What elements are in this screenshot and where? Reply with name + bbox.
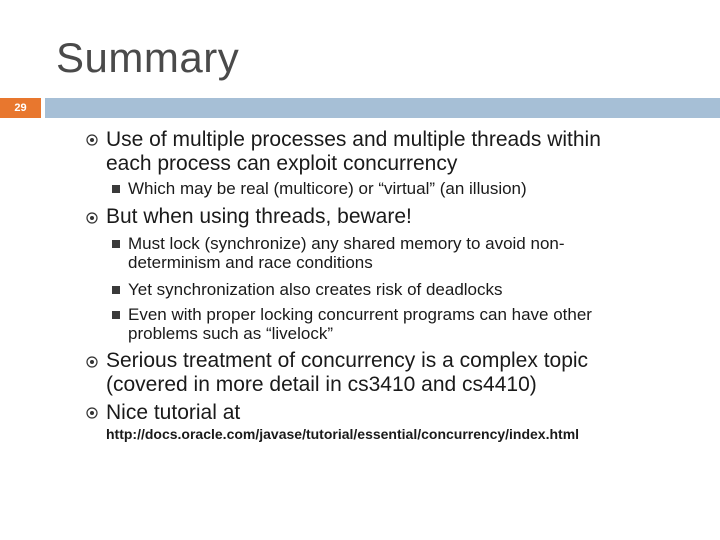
bullet-line: each process can exploit concurrency [106, 152, 458, 175]
square-bullet-icon [112, 240, 120, 248]
slide-title: Summary [56, 34, 240, 81]
sub-bullet-text: Yet synchronization also creates risk of deadlocks [128, 280, 503, 299]
sub-bullet-line: problems such as “livelock” [128, 324, 334, 343]
tutorial-link[interactable]: http://docs.oracle.com/javase/tutorial/essential/concurrency/index.html [106, 426, 580, 442]
sub-bullet-text [128, 234, 708, 272]
bullet-line: Use of multiple processes and multiple threads within [106, 128, 601, 151]
sub-bullet-line: Even with proper locking concurrent programs can have other [128, 305, 592, 324]
circle-bullet-icon [86, 407, 98, 419]
square-bullet-icon [112, 311, 120, 319]
sub-bullet-text [128, 305, 708, 343]
square-bullet-icon [112, 185, 120, 193]
bullet-line: Nice tutorial at [106, 401, 241, 424]
bullet-text [106, 401, 706, 443]
bullet-text [106, 128, 706, 176]
slide-number: 29 [0, 98, 41, 118]
square-bullet-icon [112, 286, 120, 294]
bullet-line: (covered in more detail in cs3410 and cs4410) [106, 373, 537, 396]
bullet-text: But when using threads, beware! [106, 205, 412, 228]
bullet-text [106, 349, 706, 397]
circle-bullet-icon [86, 356, 98, 368]
header-bar [0, 98, 720, 118]
circle-bullet-icon [86, 134, 98, 146]
sub-bullet-text: Which may be real (multicore) or “virtual” (an illusion) [128, 179, 527, 198]
header-bar-fill [45, 98, 720, 118]
sub-bullet-line: Must lock (synchronize) any shared memory to avoid non- [128, 234, 565, 253]
circle-bullet-icon [86, 212, 98, 224]
bullet-line: Serious treatment of concurrency is a complex topic [106, 349, 589, 372]
sub-bullet-line: determinism and race conditions [128, 253, 373, 272]
